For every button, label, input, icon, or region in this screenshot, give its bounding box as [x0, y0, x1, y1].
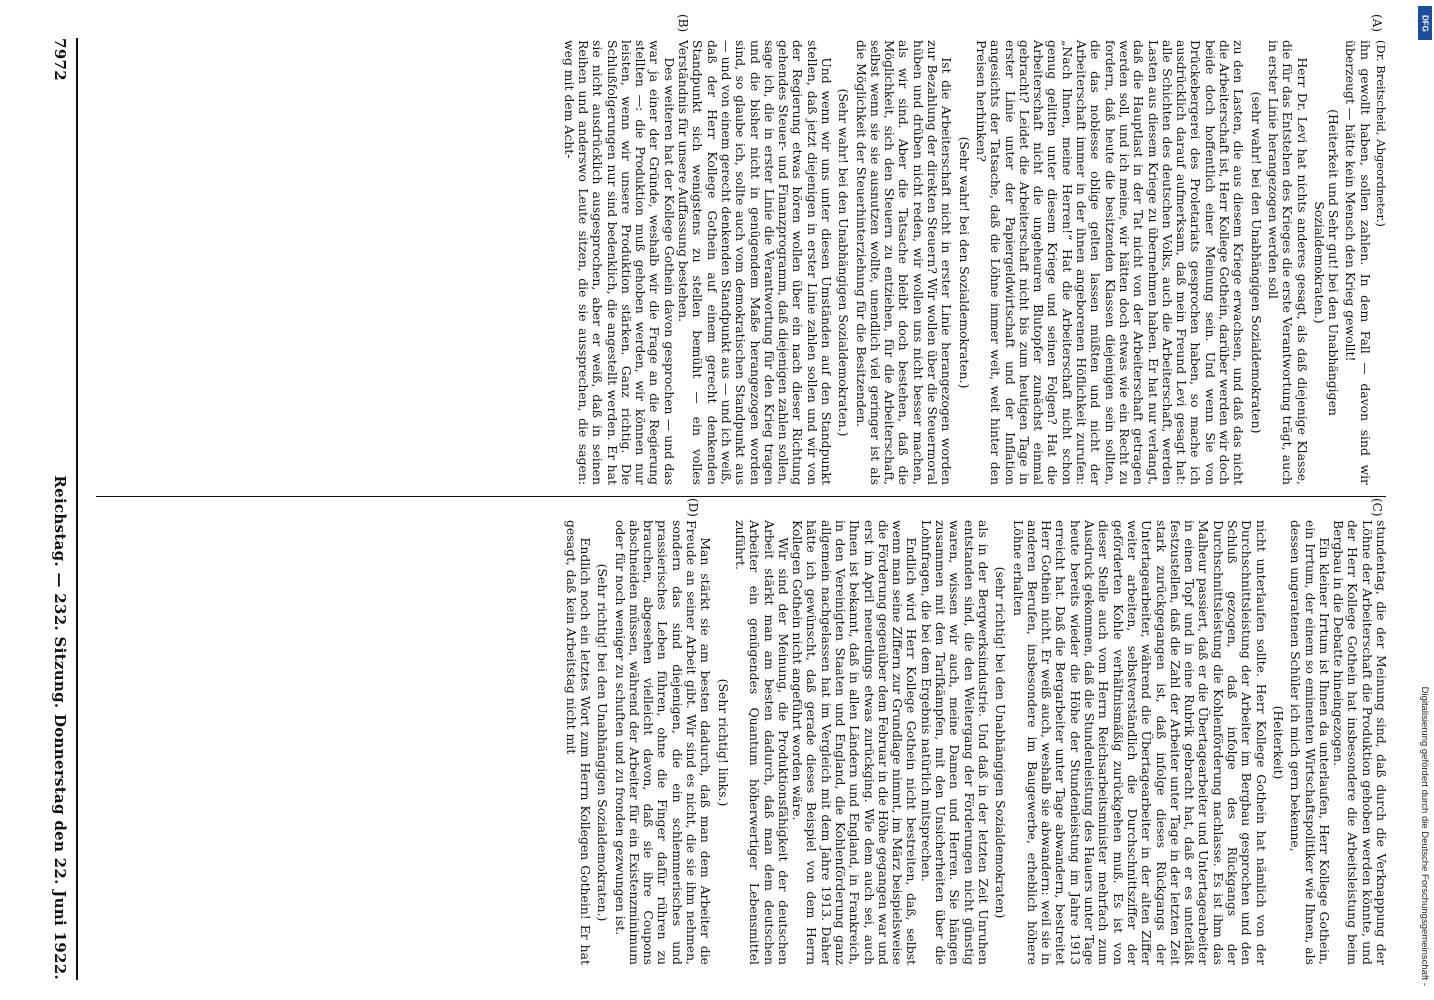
paragraph: Herr Dr. Levi hat nichts anderes gesagt, als daß diejenige Klasse, die für das Entstehen des Krieges die erste Verantwortung trägt, auch in erster Linie herangezogen werden soll [1265, 40, 1310, 485]
header-rule [76, 38, 78, 980]
paragraph: Wir sind der Meinung, die Produktionsfähigkeit der deutschen Arbeit stärkt man am besten dadurch, daß man dem deutschen Arbeiter ein genügendes Quantum höherwertiger Lebensmittel zuführt. [732, 520, 791, 965]
interjection: (Sehr wahr! bei den Unabhängigen Sozialdemokraten.) [836, 88, 852, 437]
paragraph: Des weiteren hat der Kollege Gothein davon gesprochen — und das war ja einer der Gründe, weshalb wir die Frage an die Regierung stellten —: die Produktion muß gehoben werden, wir können nur leisten, wenn wir unsere Produktion stärken. Ganz richtig. Die Schlußfolgerungen nur sind bedenklich, die angestellt werden. Er hat sie nicht ausdrücklich ausgesprochen, aber er weiß, daß in seinen Reihen und anderswo Leute sitzen, die sie aussprechen, die sagen: weg mit dem Acht- [561, 40, 677, 485]
margin-mark-b: (B) [676, 14, 690, 33]
margin-mark-d: (D) [686, 498, 700, 517]
paragraph: Ein kleiner Irrtum ist Ihnen da unterlaufen, Herr Kollege Gothein, ein Irrtum, der einem so eminenten Wirtschaftspolitiker wie Ihnen, als dessen ungeratenen Schüler ich mich gern bekenne, [1288, 520, 1332, 965]
paragraph: Man stärkt sie am besten dadurch, daß man dem Arbeiter die Freude an seiner Arbeit gibt. Wir sind es nicht, die sie ihm nehmen, sondern das sind diejenigen, die ein schlemmerisches und prassierisches Leben führen, ohne die Finger dafür rühren zu brauchen, abgesehen vielleicht davon, daß sie ihre Coupons abschneiden müssen, während der Arbeiter für ein Existenzminimum oder für noch weniger zu schuften und zu fronden gezwungen ist. [612, 520, 714, 965]
dfg-stamp [1415, 6, 1433, 986]
dfg-logo-icon: DFG [1418, 6, 1432, 40]
paragraph: zu den Lasten, die aus diesem Kriege erwachsen, und daß das nicht die Arbeiterschaft ist, Herr Kollege Gothein, darüber werden wir doch beide doch hoffentlich einer Meinung sein. Und wenn Sie von Drückebergerei des Proletariats gesprochen haben, so mache ich ausdrücklich darauf aufmerksam, daß mein Freund Levi gesagt hat: alle Schichten des deutschen Volks, auch die Arbeiterschaft, werden Lasten aus diesem Kriege zu übernehmen haben. Er hat nur verlangt, daß die Hauptlast in der Tat nicht von der Arbeiterschaft getragen werden soll, und ich meine, wir hätten doch etwas wie ein Recht zu fordern, daß heute die besitzenden Klassen diejenigen sein sollten, die das noblesse oblige gelten lassen müßten und nicht der Arbeiterschaft immer in der ihnen angeborenen Höflichkeit zurufen: „Nach Ihnen, meine Herren!“ Hat die Arbeiterschaft nicht schon genug gelitten unter diesem Kriege und seinen Folgen? Hat die Arbeiterschaft nicht die ungeheuren Blutopfer zunächst einmal gebracht? Leidet die Arbeiterschaft nicht bis zum heutigen Tage in erster Linie unter der Papiergeldwirtschaft und der Inflation angesichts der Tatsache, daß die Löhne immer weit, weit hinter den Preisen herhinken? [973, 40, 1247, 485]
paragraph: Endlich noch ein letztes Wort zum Herrn Kollegen Gothein! Er hat gesagt, daß kein Arbeitstag nicht mit [563, 520, 593, 965]
paragraph: Ist die Arbeiterschaft nicht in erster Linie herangezogen worden zur Bezahlung der direkten Steuern? Wir wollen über die Steuermoral hüben und drüben nicht reden, wir wollen uns nicht besser machen, als wir sind. Aber die Tatsache bleibt doch bestehen, daß die Möglichkeit, sich den Steuern zu entziehen, für die Arbeiterschaft, selbst wenn sie sie ausnutzen wollte, unendlich viel geringer ist als die Möglichkeit der Steuerhinterziehung für die Besitzenden. [853, 40, 955, 485]
page-header [48, 38, 72, 980]
right-text-column [563, 520, 1388, 965]
paragraph: Und wenn wir uns unter diesen Umständen auf den Standpunkt stellen, daß jetzt diejenigen in erster Linie zahlen sollen und wir von der Regierung etwas hören wollen über ein nach dieser Richtung gehendes Steuer- und Finanzprogramm, daß diejenigen zahlen sollen, sage ich, die in erster Linie die Verantwortung für den Krieg tragen und die bisher nicht in genügendem Maße herangezogen worden sind, so glaube ich, sollte auch vom demokratischen Standpunkt aus — und von einem gerecht denkenden Standpunkt aus — und ich weiß, daß der Herr Kollege Gothein auf einem gerecht denkenden Standpunkt sich wenigstens zu stellen bemüht — ein volles Verständnis für unsere Auffassung bestehen. [676, 40, 835, 485]
interjection: (Sehr richtig! bei den Unabhängigen Sozialdemokraten.) [595, 563, 611, 922]
paragraph: als in der Bergwerksindustrie. Und daß in der letzten Zeit Unruhen entstanden sind, die den Weitergang der Förderungen nicht günstig waren, wissen wir auch, meine Damen und Herren. Sie hängen zusammen mit den Tarifkämpfen, mit den Unsicherheiten über die Lohnfragen, die bei dem Ergebnis natürlich mitsprechen. [918, 520, 991, 965]
interjection: (sehr wahr! bei den Unabhängigen Sozialdemokraten) [1248, 91, 1264, 434]
interjection: (sehr richtig! bei den Unabhängigen Sozialdemokraten) [993, 566, 1009, 919]
paragraph: nicht unterlaufen sollte. Herr Kollege Gothein hat nämlich von der Durchschnittsleistung der Arbeiter im Bergbau gesprochen und den Schluß gezogen, daß infolge des Rückgangs der Durchschnittsleistung die Kohlenförderung nachlasse. Es ist ihm das Malheur passiert, daß er die Übertagearbeiter und Untertagearbeiter in einen Topf und in eine Rubrik gebracht hat, daß er es unterläßt festzustellen, daß die Zahl der Arbeiter unter Tage in der letzten Zeit stark zurückgegangen ist, daß infolge dieses Rückgangs der Untertagearbeiter, während die Übertagearbeiter in der alten Ziffer weiter arbeiten, selbstverständlich die Durchschnittsziffer der geförderten Kohle verhältnismäßig zurückgehen muß. Es ist von dieser Stelle auch vom Herrn Reichsarbeitsminister mehrfach zum Ausdruck gekommen, daß die Stundenleistung des Hauers unter Tage heute bereits wieder die Höhe der Stundenleistung im Jahre 1913 erreicht hat. Daß die Bergarbeiter unter Tage abwandern, bestreitet Herr Gothein nicht. Er weiß auch, weshalb sie abwandern: weil sie in anderen Berufen, insbesondere im Baugewerbe, erheblich höhere Löhne erhalten [1010, 520, 1269, 965]
page-number: 7972 [51, 38, 69, 81]
page-body [80, 0, 1400, 1000]
margin-mark-c: (C) [1370, 498, 1384, 517]
interjection: (Heiterkeit) [1270, 705, 1286, 780]
column-divider [96, 496, 1386, 497]
margin-mark-a: (A) [1370, 14, 1384, 33]
interjection: (Sehr richtig! links.) [715, 678, 731, 807]
paragraph: Endlich wird Herr Kollege Gothein nicht bestreiten, daß, selbst wenn man seine Ziffern zur Grundlage nimmt, im März beispielsweise die Förderung gegenüber dem Februar in die Höhe gegangen war und erst im April neuerdings etwas zurückging. Wie dem auch sei, auch Ihnen ist bekannt, daß in allen Ländern und England, in Frankreich, in den Vereinigten Staaten und England, die Kohlenförderung ganz allgemein nachgelassen hat im Vergleich mit dem Jahre 1913. Daher hätte ich gewünscht, daß gerade dieses Beispiel von dem Herrn Kollegen Gothein nicht angeführt worden wäre. [790, 520, 920, 965]
left-text-column [561, 40, 1388, 485]
interjection: (Sehr wahr! bei den Sozialdemokraten.) [956, 136, 972, 389]
dfg-stamp-text: Digitalisierung gefördert durch die Deutsche Forschungsgemeinschaft - [1419, 686, 1430, 986]
page-title: Reichstag. — 232. Sitzung. Donnerstag den 22. Juni 1922. [51, 475, 69, 980]
speaker-label: (Dr. Breitscheid, Abgeordneter.) [1374, 40, 1388, 227]
paragraph: stundentag, die der Meinung sind, daß durch die Verknappung der Löhne der Arbeiterschaft die Produktion gehoben werden könnte, und der Herr Kollege Gothein hat insbesondere die Arbeitsleistung beim Bergbau in die Debatte hineingezogen. [1331, 520, 1389, 965]
interjection: (Heiterkeit und Sehr gut! bei den Unabhängigen Sozialdemokraten.) [1311, 109, 1342, 416]
paragraph: ihn gewollt haben, sollen zahlen. In dem Fall — davon sind wir überzeugt — hätte kein Mensch den Krieg gewollt! [1343, 40, 1373, 485]
